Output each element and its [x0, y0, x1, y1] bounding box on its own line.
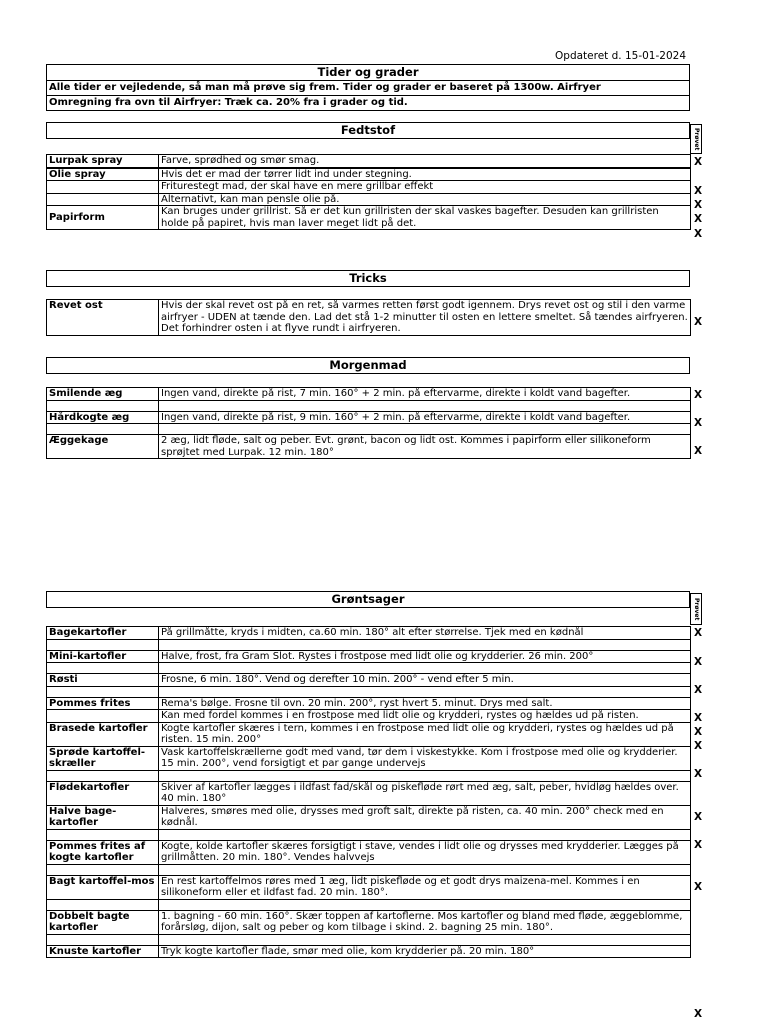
section-title-morgenmad: Morgenmad	[46, 357, 690, 374]
section-title-grontsager: Grøntsager	[46, 591, 690, 608]
row-name: Knuste kartofler	[47, 945, 159, 958]
tested-mark: X	[694, 726, 703, 738]
tested-mark: X	[694, 811, 703, 823]
table-row	[47, 627, 691, 640]
table-row	[47, 710, 691, 723]
table-row	[47, 899, 691, 910]
tested-mark: X	[694, 684, 703, 696]
row-desc: Kan med fordel kommes i en frostpose med lidt olie og krydderi, rystes og hældes ud på risten.	[159, 710, 691, 723]
intro-box	[46, 64, 690, 111]
row-name: Røsti	[47, 674, 159, 687]
table-tricks	[46, 299, 691, 336]
row-name: Mini-kartofler	[47, 650, 159, 663]
row-name: Flødekartofler	[47, 781, 159, 805]
tested-header-fedtstof: Prøvet	[690, 124, 702, 154]
row-desc: En rest kartoffelmos røres med 1 æg, lidt piskefløde og et godt drys maizena-mel. Kommes i en silikoneform eller et ildfast fad. 20 min. 180°.	[159, 875, 691, 899]
table-row	[47, 663, 691, 674]
row-desc: Farve, sprødhed og smør smag.	[159, 155, 691, 168]
row-name: Dobbelt bagte kartofler	[47, 910, 159, 934]
intro-line-2: Omregning fra ovn til Airfryer: Træk ca. 20% fra i grader og tid.	[49, 97, 408, 108]
row-desc	[159, 424, 691, 435]
row-name	[47, 864, 159, 875]
row-desc: 2 æg, lidt fløde, salt og peber. Evt. grønt, bacon og lidt ost. Kommes i papirform eller silikoneform sprøjtet med Lurpak. 12 min. 180°	[159, 435, 691, 459]
table-row	[47, 746, 691, 770]
table-row	[47, 168, 691, 181]
table-row	[47, 424, 691, 435]
table-row	[47, 639, 691, 650]
table-row	[47, 934, 691, 945]
tested-mark: X	[694, 156, 703, 168]
tested-mark: X	[694, 839, 703, 851]
tested-mark: X	[694, 768, 703, 780]
row-desc: Halveres, smøres med olie, drysses med groft salt, direkte på risten, ca. 40 min. 200° check med en kødnål.	[159, 805, 691, 829]
row-desc	[159, 770, 691, 781]
row-name	[47, 181, 159, 194]
tested-mark: X	[694, 712, 703, 724]
row-name: Smilende æg	[47, 388, 159, 401]
table-row	[47, 910, 691, 934]
tested-mark: X	[694, 1008, 703, 1020]
table-grontsager	[46, 626, 691, 958]
row-desc: Hvis det er mad der tørrer lidt ind under stegning.	[159, 168, 691, 181]
tested-mark: X	[694, 417, 703, 429]
row-desc: På grillmåtte, kryds i midten, ca.60 min. 180° alt efter størrelse. Tjek med en kødnål	[159, 627, 691, 640]
row-desc: Ingen vand, direkte på rist, 7 min. 160° + 2 min. på eftervarme, direkte i koldt vand bagefter.	[159, 388, 691, 401]
row-desc	[159, 663, 691, 674]
tested-mark: X	[694, 316, 703, 328]
table-row	[47, 193, 691, 206]
table-row	[47, 875, 691, 899]
table-row	[47, 206, 691, 230]
row-desc	[159, 864, 691, 875]
tested-mark: X	[694, 228, 703, 240]
row-desc: Kogte, kolde kartofler skæres forsigtigt i stave, vendes i lidt olie og drysses med krydderier. Lægges på grillmåtten. 20 min. 180°. Vendes halvvejs	[159, 840, 691, 864]
row-name: Bagekartofler	[47, 627, 159, 640]
section-title-fedtstof: Fedtstof	[46, 122, 690, 139]
row-name: Lurpak spray	[47, 155, 159, 168]
row-name: Pommes frites	[47, 697, 159, 710]
row-name	[47, 829, 159, 840]
row-desc: Hvis der skal revet ost på en ret, så varmes retten først godt igennem. Drys revet ost og stil i den varme airfryer - UDEN at tænde den. Lad det stå 1-2 minutter til osten en lettere smeltet. Så tændes airfryeren. Det forhindrer osten i at flyve rundt i airfryeren.	[159, 300, 691, 336]
table-row	[47, 181, 691, 194]
table-row	[47, 805, 691, 829]
row-name: Papirform	[47, 206, 159, 230]
row-name	[47, 934, 159, 945]
row-name: Olie spray	[47, 168, 159, 181]
tested-mark: X	[694, 199, 703, 211]
row-desc	[159, 400, 691, 411]
table-row	[47, 770, 691, 781]
tested-mark: X	[694, 881, 703, 893]
table-row	[47, 388, 691, 401]
intro-title: Tider og grader	[47, 65, 689, 81]
row-desc	[159, 686, 691, 697]
row-name	[47, 899, 159, 910]
table-row	[47, 829, 691, 840]
row-desc: Tryk kogte kartofler flade, smør med olie, kom krydderier på. 20 min. 180°	[159, 945, 691, 958]
row-desc: Halve, frost, fra Gram Slot. Rystes i frostpose med lidt olie og krydderier. 26 min. 200°	[159, 650, 691, 663]
row-name	[47, 686, 159, 697]
table-row	[47, 400, 691, 411]
tested-mark: X	[694, 656, 703, 668]
table-row	[47, 722, 691, 746]
row-name	[47, 424, 159, 435]
intro-line-1: Alle tider er vejledende, så man må prøve sig frem. Tider og grader er baseret på 1300w. Airfryer	[47, 81, 689, 96]
row-name: Sprøde kartoffel-skræller	[47, 746, 159, 770]
table-row	[47, 435, 691, 459]
row-desc: Skiver af kartofler lægges i ildfast fad/skål og piskefløde rørt med æg, salt, peber, hvidløg hældes over. 40 min. 180°	[159, 781, 691, 805]
table-morgenmad	[46, 387, 691, 459]
table-row	[47, 864, 691, 875]
tested-header-grontsager: Prøvet	[690, 593, 702, 625]
row-name: Halve bage-kartofler	[47, 805, 159, 829]
table-row	[47, 411, 691, 424]
table-row	[47, 155, 691, 168]
row-name	[47, 710, 159, 723]
table-row	[47, 945, 691, 958]
row-desc: Ingen vand, direkte på rist, 9 min. 160° + 2 min. på eftervarme, direkte i koldt vand bagefter.	[159, 411, 691, 424]
table-row	[47, 686, 691, 697]
row-desc	[159, 934, 691, 945]
table-row	[47, 650, 691, 663]
tested-mark: X	[694, 389, 703, 401]
table-row	[47, 674, 691, 687]
tested-mark: X	[694, 740, 703, 752]
row-desc: Frosne, 6 min. 180°. Vend og derefter 10 min. 200° - vend efter 5 min.	[159, 674, 691, 687]
row-name	[47, 400, 159, 411]
row-name: Æggekage	[47, 435, 159, 459]
row-desc: Rema's bølge. Frosne til ovn. 20 min. 200°, ryst hvert 5. minut. Drys med salt.	[159, 697, 691, 710]
row-desc: Friturestegt mad, der skal have en mere grillbar effekt	[159, 181, 691, 194]
tested-mark: X	[694, 445, 703, 457]
row-desc: Kan bruges under grillrist. Så er det kun grillristen der skal vaskes bagefter. Desuden kan grillristen holde på papiret, hvis man laver meget lidt på det.	[159, 206, 691, 230]
section-title-tricks: Tricks	[46, 270, 690, 287]
table-row	[47, 697, 691, 710]
table-row	[47, 300, 691, 336]
row-desc: Kogte kartofler skæres i tern, kommes i en frostpose med lidt olie og krydderi, rystes og hældes ud på risten. 15 min. 200°	[159, 722, 691, 746]
tested-mark: X	[694, 185, 703, 197]
tested-mark: X	[694, 627, 703, 639]
row-name	[47, 639, 159, 650]
row-desc: Vask kartoffelskrællerne godt med vand, tør dem i viskestykke. Kom i frostpose med olie og krydderier. 15 min. 200°, vend forsigtigt et par gange undervejs	[159, 746, 691, 770]
tested-mark: X	[694, 213, 703, 225]
row-desc	[159, 899, 691, 910]
row-name	[47, 770, 159, 781]
updated-date: Opdateret d. 15-01-2024	[555, 50, 686, 62]
row-name	[47, 663, 159, 674]
row-desc	[159, 829, 691, 840]
row-desc: Alternativt, kan man pensle olie på.	[159, 193, 691, 206]
row-name: Bagt kartoffel-mos	[47, 875, 159, 899]
row-name: Pommes frites af kogte kartofler	[47, 840, 159, 864]
row-name: Revet ost	[47, 300, 159, 336]
table-row	[47, 840, 691, 864]
row-name: Brasede kartofler	[47, 722, 159, 746]
row-name	[47, 193, 159, 206]
table-row	[47, 781, 691, 805]
table-fedtstof	[46, 154, 691, 230]
row-desc	[159, 639, 691, 650]
row-desc: 1. bagning - 60 min. 160°. Skær toppen af kartoflerne. Mos kartofler og bland med fløde, æggeblomme, forårsløg, dijon, salt og peber og kom tilbage i skind. 2. bagning 25 min. 180°.	[159, 910, 691, 934]
row-name: Hårdkogte æg	[47, 411, 159, 424]
